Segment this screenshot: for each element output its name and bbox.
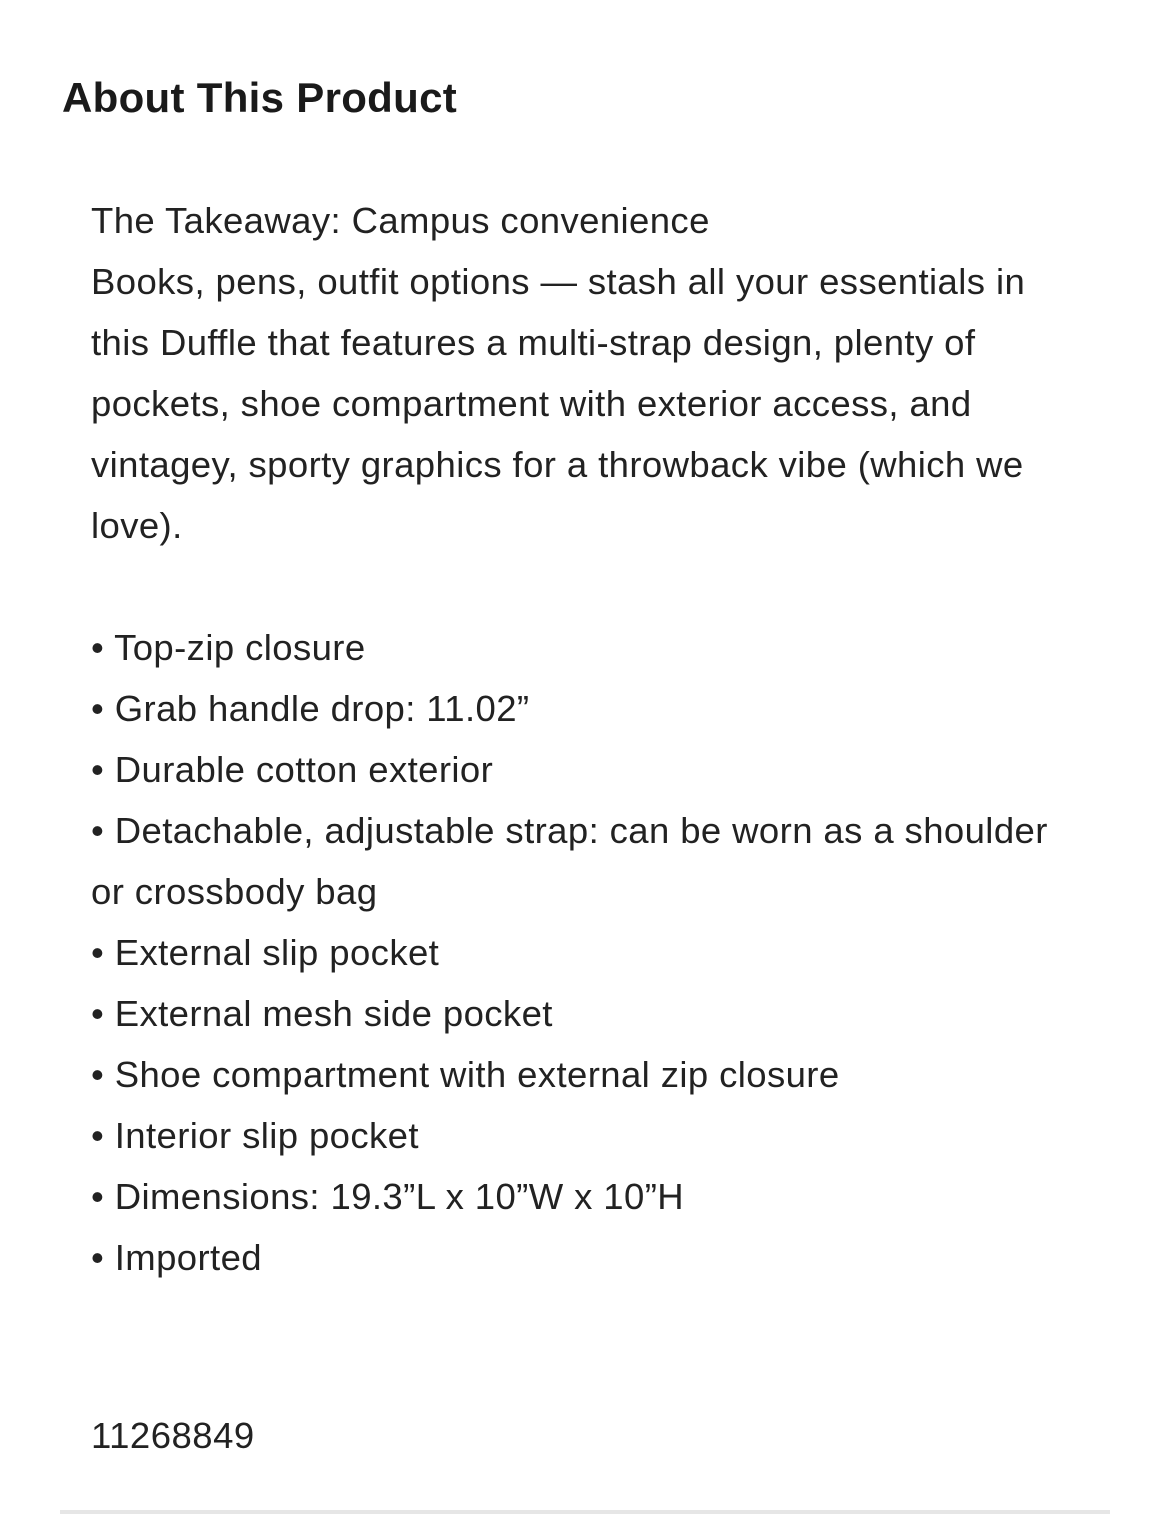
feature-text: External mesh side pocket <box>114 993 553 1034</box>
feature-item <box>91 678 1081 739</box>
spacer <box>91 556 1081 617</box>
feature-text: Detachable, adjustable strap: can be worn as a shoulder or crossbody bag <box>91 810 1048 912</box>
feature-item <box>91 983 1081 1044</box>
feature-text: Top-zip closure <box>114 627 366 668</box>
takeaway-line: The Takeaway: Campus convenience <box>91 200 710 241</box>
bullet-icon: • <box>91 932 105 973</box>
feature-text: Imported <box>114 1237 262 1278</box>
bullet-icon: • <box>91 749 105 790</box>
feature-text: External slip pocket <box>114 932 440 973</box>
feature-item <box>91 1044 1081 1105</box>
feature-item <box>91 1105 1081 1166</box>
feature-text: Dimensions: 19.3”L x 10”W x 10”H <box>114 1176 685 1217</box>
bullet-icon: • <box>91 1115 105 1156</box>
bullet-icon: • <box>91 1237 105 1278</box>
feature-item <box>91 922 1081 983</box>
description-text <box>91 190 1081 556</box>
product-id: 11268849 <box>91 1415 255 1456</box>
divider <box>60 1510 1110 1514</box>
feature-text: Shoe compartment with external zip closure <box>114 1054 840 1095</box>
description-body: Books, pens, outfit options — stash all your essentials in this Duffle that features a multi-strap design, plenty of pockets, shoe compartment with exterior access, and vintagey, sporty graphics for a throwback vibe (which we love). <box>91 261 1026 546</box>
feature-item <box>91 617 1081 678</box>
feature-item <box>91 739 1081 800</box>
bullet-icon: • <box>91 810 105 851</box>
feature-item <box>91 1166 1081 1227</box>
section-title: About This Product <box>62 74 458 121</box>
bullet-icon: • <box>91 688 105 729</box>
feature-text: Interior slip pocket <box>114 1115 419 1156</box>
feature-text: Grab handle drop: 11.02” <box>114 688 530 729</box>
product-description <box>91 190 1081 1288</box>
feature-item <box>91 1227 1081 1288</box>
bullet-icon: • <box>91 627 105 668</box>
bullet-icon: • <box>91 993 105 1034</box>
bullet-icon: • <box>91 1176 105 1217</box>
feature-text: Durable cotton exterior <box>114 749 494 790</box>
feature-list <box>91 617 1081 1288</box>
feature-item <box>91 800 1081 922</box>
bullet-icon: • <box>91 1054 105 1095</box>
